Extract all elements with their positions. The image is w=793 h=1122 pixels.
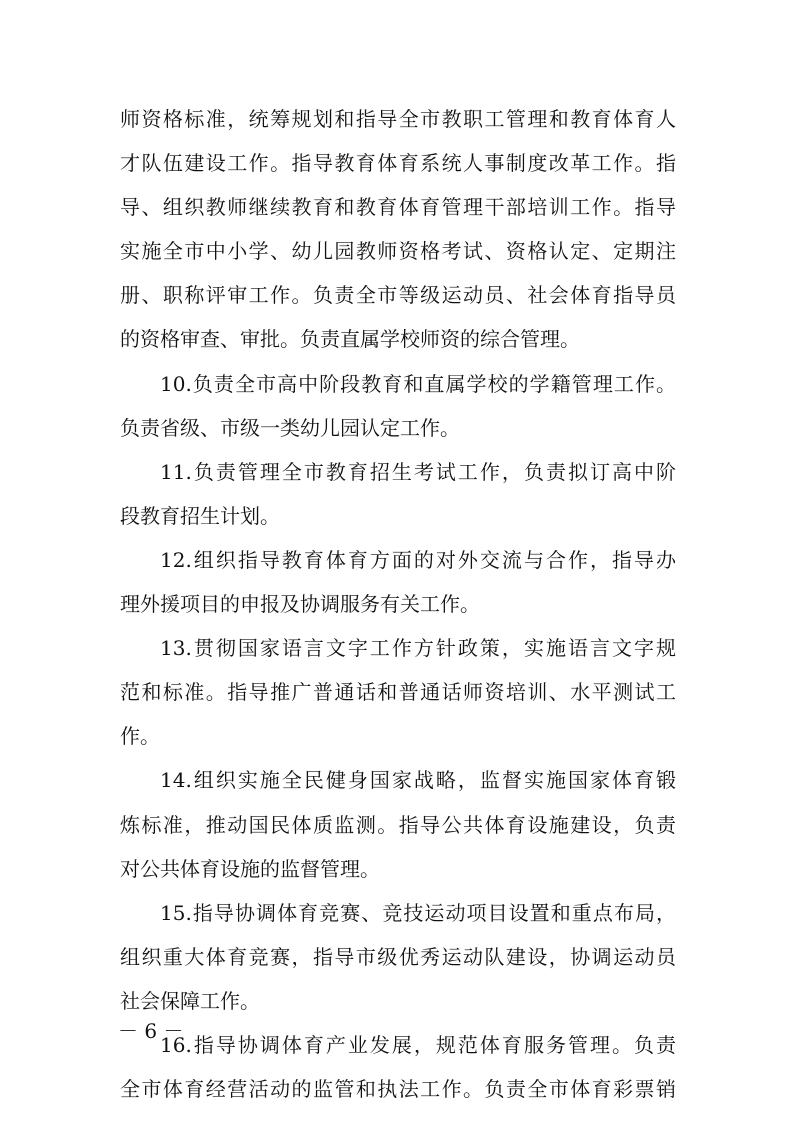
- text-line: 导、组织教师继续教育和教育体育管理干部培训工作。指导: [120, 195, 676, 220]
- body-text: [120, 97, 676, 1111]
- text-line: 的资格审查、审批。负责直属学校师资的综合管理。: [120, 327, 580, 352]
- text-line: 全市体育经营活动的监管和执法工作。负责全市体育彩票销: [120, 1077, 676, 1102]
- text-line: 作。: [120, 724, 160, 749]
- page-number: － 6 －: [118, 1019, 184, 1043]
- text-line: 11.负责管理全市教育招生考试工作，负责拟订高中阶: [160, 459, 676, 484]
- text-line: 14.组织实施全民健身国家战略，监督实施国家体育锻: [160, 768, 676, 793]
- text-line: 12.组织指导教育体育方面的对外交流与合作，指导办: [160, 547, 676, 572]
- text-line: 组织重大体育竞赛，指导市级优秀运动队建设，协调运动员: [120, 944, 676, 969]
- text-line: 对公共体育设施的监督管理。: [120, 856, 380, 881]
- text-line: 15.指导协调体育竞赛、竞技运动项目设置和重点布局，: [160, 900, 676, 925]
- text-line: 10.负责全市高中阶段教育和直属学校的学籍管理工作。: [160, 371, 676, 396]
- text-line: 负责省级、市级一类幼儿园认定工作。: [120, 415, 460, 440]
- text-line: 13.贯彻国家语言文字工作方针政策，实施语言文字规: [160, 636, 676, 661]
- text-line: 炼标准，推动国民体质监测。指导公共体育设施建设，负责: [120, 812, 676, 837]
- text-line: 社会保障工作。: [120, 988, 260, 1013]
- text-line: 范和标准。指导推广普通话和普通话师资培训、水平测试工: [120, 680, 676, 705]
- text-line: 理外援项目的申报及协调服务有关工作。: [120, 592, 480, 617]
- text-line: 16.指导协调体育产业发展，规范体育服务管理。负责: [160, 1032, 676, 1057]
- text-line: 段教育招生计划。: [120, 503, 280, 528]
- text-line: 师资格标准，统筹规划和指导全市教职工管理和教育体育人: [120, 107, 676, 131]
- text-line: 册、职称评审工作。负责全市等级运动员、社会体育指导员: [120, 283, 676, 308]
- text-line: 才队伍建设工作。指导教育体育系统人事制度改革工作。指: [120, 151, 676, 176]
- text-line: 实施全市中小学、幼儿园教师资格考试、资格认定、定期注: [120, 239, 676, 264]
